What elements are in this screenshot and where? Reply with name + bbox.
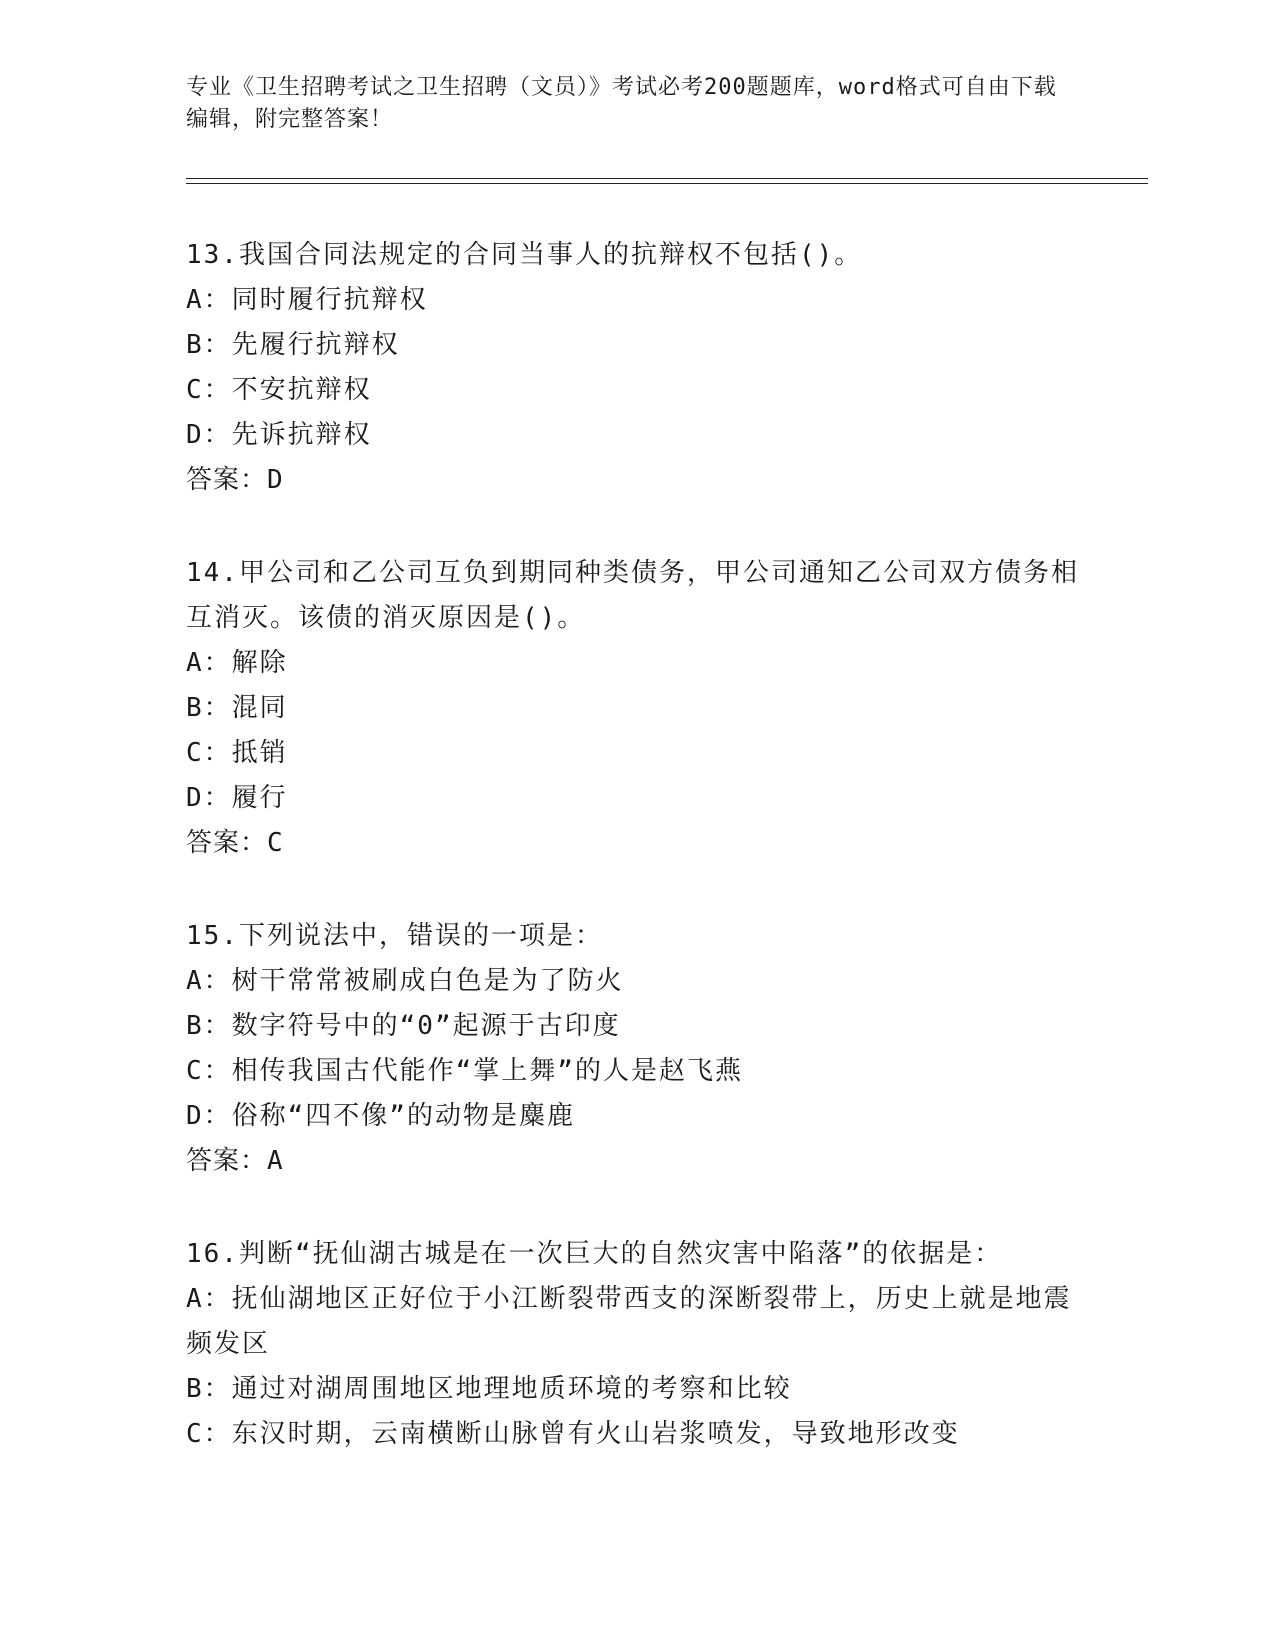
question-stem: 14.甲公司和乙公司互负到期同种类债务，甲公司通知乙公司双方债务相互消灭。该债的消灭原因是()。 <box>186 558 1079 633</box>
answer: 答案：D <box>186 465 284 495</box>
option-a: A：解除 <box>186 648 288 678</box>
option-b: B：通过对湖周围地区地理地质环境的考察和比较 <box>186 1374 792 1404</box>
option-a: A：抚仙湖地区正好位于小江断裂带西支的深断裂带上，历史上就是地震频发区 <box>186 1284 1072 1359</box>
question-stem: 16.判断“抚仙湖古城是在一次巨大的自然灾害中陷落”的依据是： <box>186 1239 1003 1269</box>
header-divider-bottom <box>186 183 1148 184</box>
question-stem: 13.我国合同法规定的合同当事人的抗辩权不包括()。 <box>186 240 863 270</box>
question-stem: 15.下列说法中，错误的一项是： <box>186 921 603 951</box>
option-b: B：先履行抗辩权 <box>186 330 400 360</box>
answer: 答案：C <box>186 828 284 858</box>
option-d: D：履行 <box>186 783 288 813</box>
header-text: 专业《卫生招聘考试之卫生招聘（文员）》考试必考200题题库，word格式可自由下载编辑，附完整答案！ <box>186 75 1057 132</box>
document-header <box>186 72 1066 136</box>
option-a: A：同时履行抗辩权 <box>186 285 428 315</box>
question-16 <box>186 1232 1086 1457</box>
header-divider-top <box>186 178 1148 179</box>
option-c: C：抵销 <box>186 738 288 768</box>
option-d: D：俗称“四不像”的动物是麋鹿 <box>186 1101 575 1131</box>
answer: 答案：A <box>186 1146 284 1176</box>
question-14 <box>186 551 1086 866</box>
option-b: B：混同 <box>186 693 288 723</box>
question-13 <box>186 233 1086 503</box>
option-b: B：数字符号中的“0”起源于古印度 <box>186 1011 621 1041</box>
option-a: A：树干常常被刷成白色是为了防火 <box>186 966 624 996</box>
option-c: C：相传我国古代能作“掌上舞”的人是赵飞燕 <box>186 1056 743 1086</box>
option-d: D：先诉抗辩权 <box>186 420 372 450</box>
option-c: C：不安抗辩权 <box>186 375 372 405</box>
option-c: C：东汉时期，云南横断山脉曾有火山岩浆喷发，导致地形改变 <box>186 1419 960 1449</box>
question-15 <box>186 914 1086 1184</box>
